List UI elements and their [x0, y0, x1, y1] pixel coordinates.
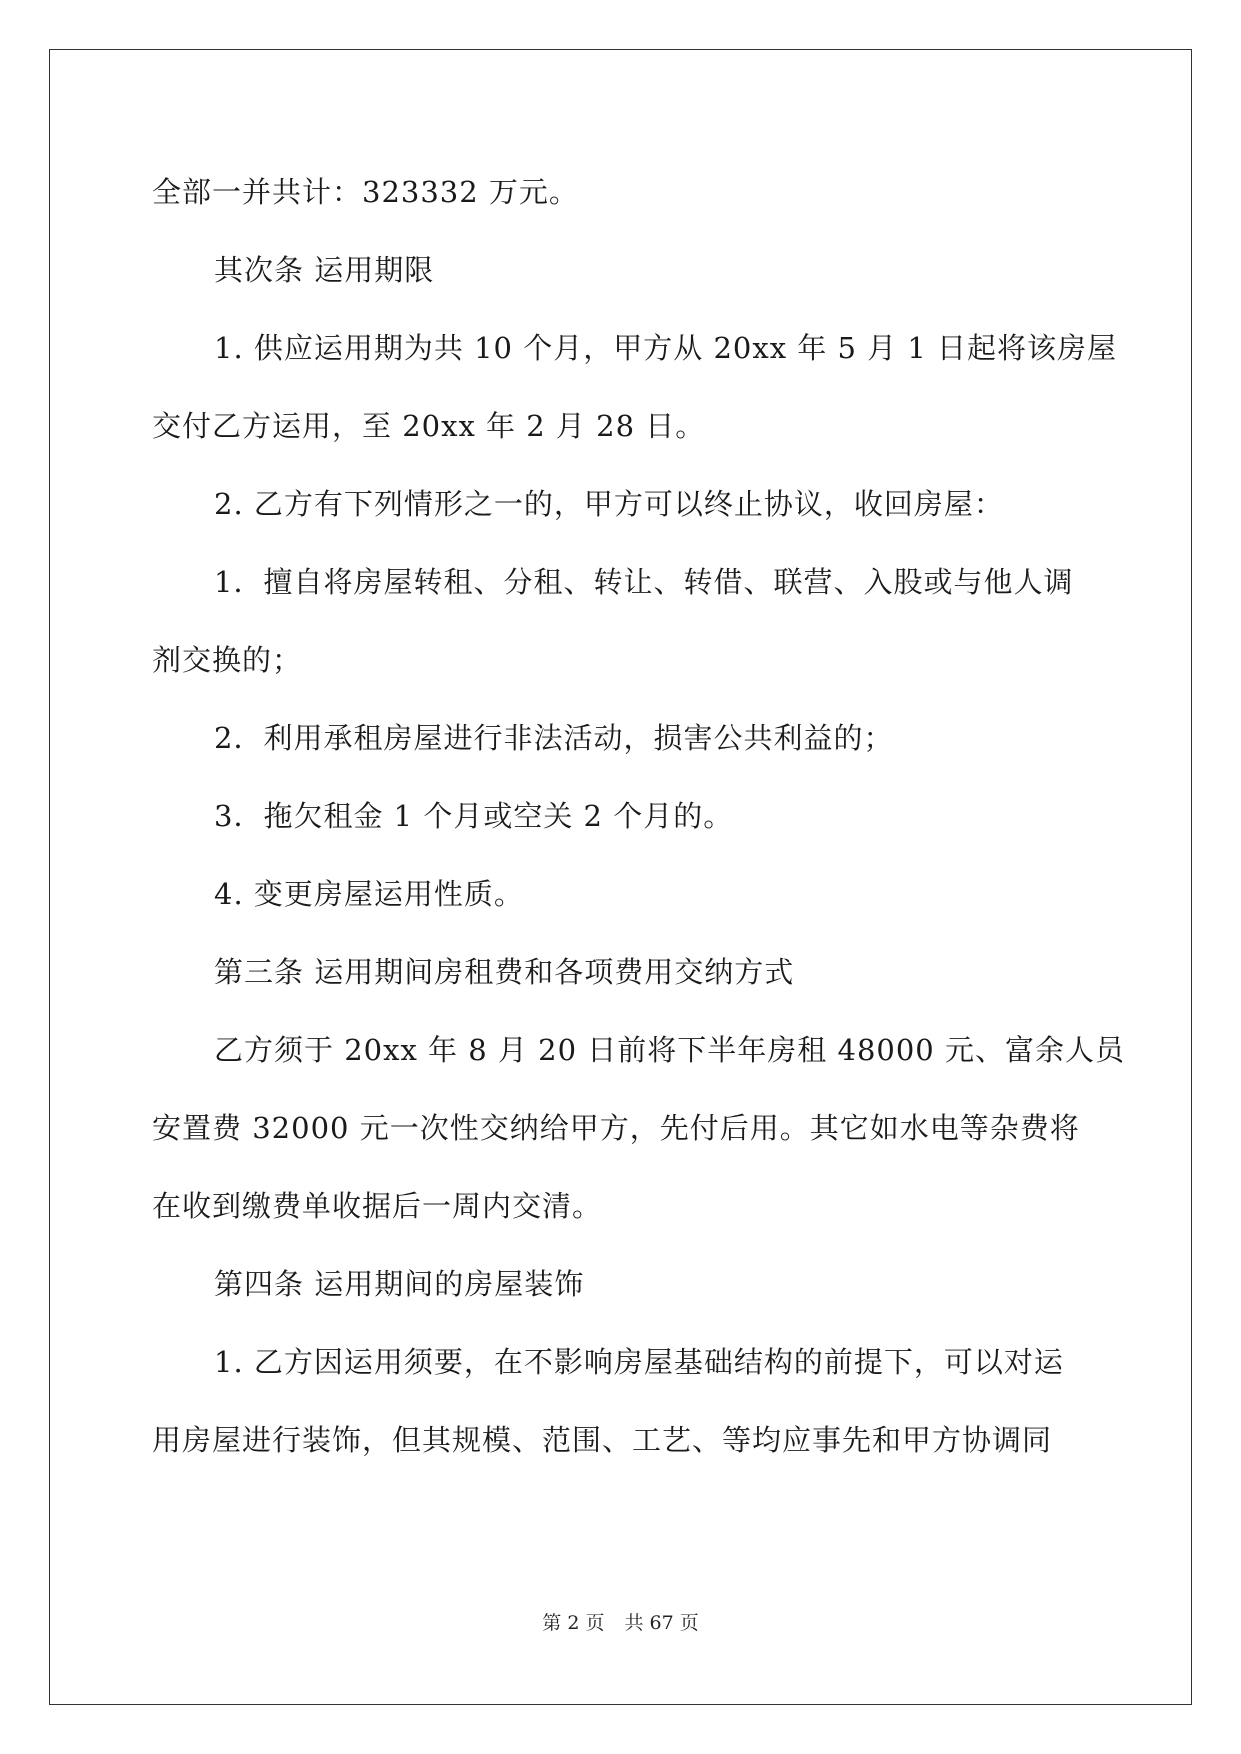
text-line-17: 用房屋进行装饰，但其规模、范围、工艺、等均应事先和甲方协调同 — [152, 1423, 1053, 1457]
text-line-4: 交付乙方运用，至 20xx 年 2 月 28 日。 — [152, 409, 706, 443]
text-line-10: 4. 变更房屋运用性质。 — [214, 877, 524, 911]
text-line-6: 1．擅自将房屋转租、分租、转让、转借、联营、入股或与他人调 — [214, 565, 1074, 599]
page-footer — [0, 1611, 1241, 1635]
text-line-1: 全部一并共计：323332 万元。 — [152, 175, 579, 209]
section-heading-term-4: 第四条 运用期间的房屋装饰 — [214, 1267, 585, 1301]
section-heading-term-3: 第三条 运用期间房租费和各项费用交纳方式 — [214, 955, 795, 989]
text-line-16: 1. 乙方因运用须要，在不影响房屋基础结构的前提下，可以对运 — [214, 1345, 1064, 1379]
text-line-5: 2. 乙方有下列情形之一的，甲方可以终止协议，收回房屋： — [214, 487, 1004, 521]
text-line-12: 乙方须于 20xx 年 8 月 20 日前将下半年房租 48000 元、富余人员 — [214, 1033, 1125, 1067]
page-total: 共 67 页 — [624, 1612, 699, 1634]
text-line-7: 剂交换的； — [152, 643, 303, 677]
text-line-14: 在收到缴费单收据后一周内交清。 — [152, 1189, 603, 1223]
text-line-8: 2．利用承租房屋进行非法活动，损害公共利益的； — [214, 721, 894, 755]
section-heading-term-2: 其次条 运用期限 — [214, 253, 435, 287]
page-number: 第 2 页 — [542, 1612, 605, 1634]
text-line-3: 1. 供应运用期为共 10 个月，甲方从 20xx 年 5 月 1 日起将该房屋 — [214, 331, 1118, 365]
text-line-9: 3．拖欠租金 1 个月或空关 2 个月的。 — [214, 799, 734, 833]
text-line-13: 安置费 32000 元一次性交纳给甲方，先付后用。其它如水电等杂费将 — [152, 1111, 1080, 1145]
